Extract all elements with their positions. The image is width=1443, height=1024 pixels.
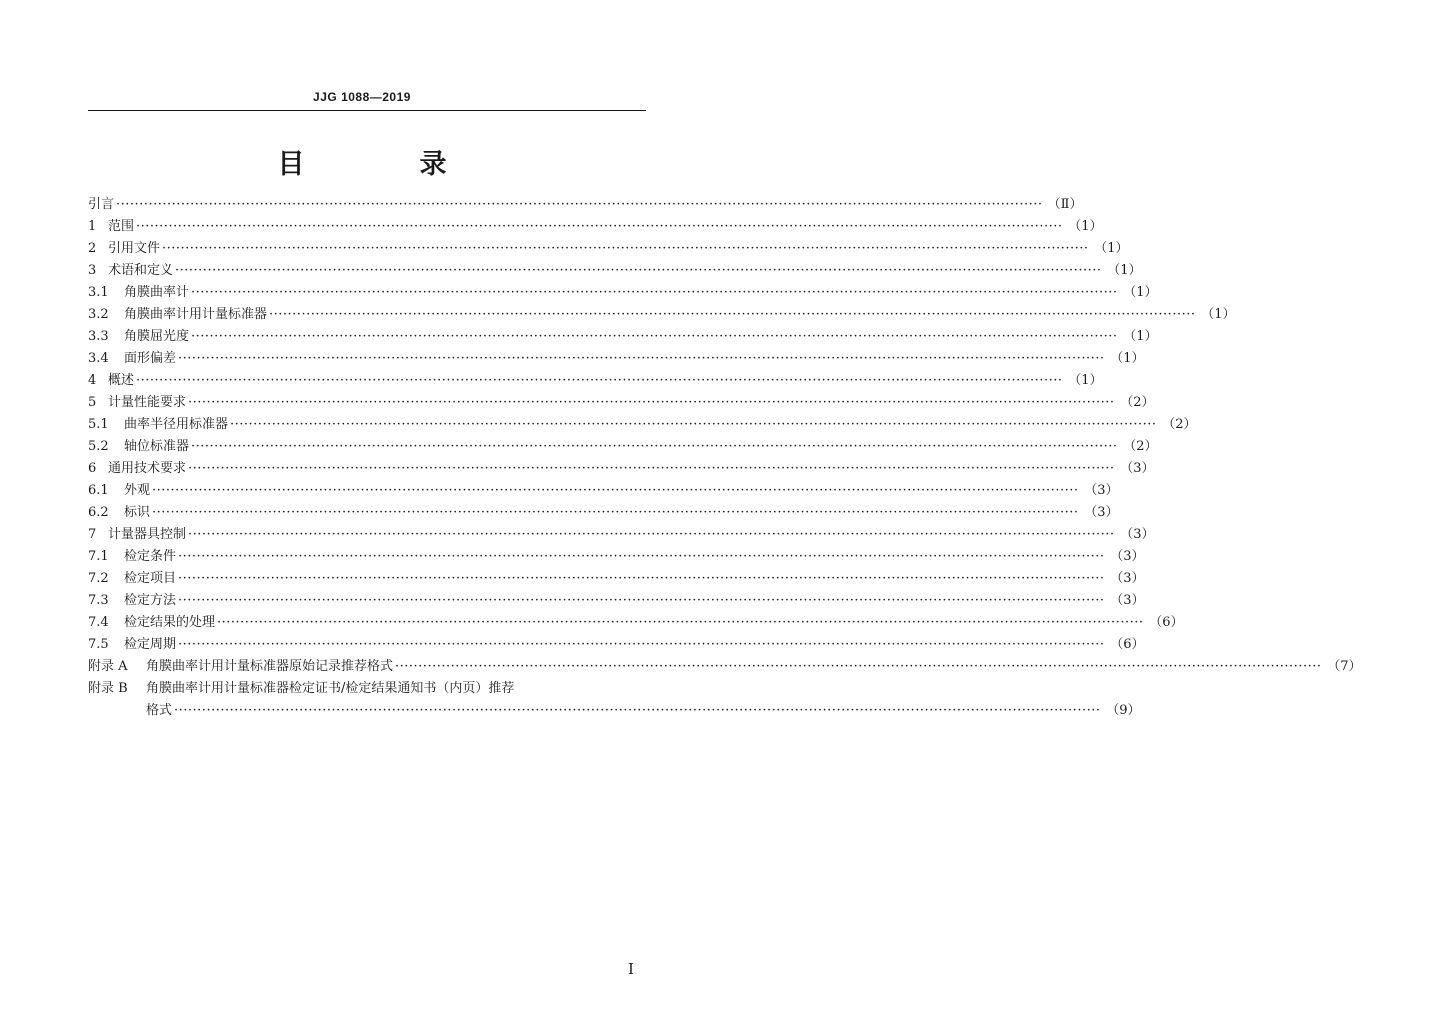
toc-title: 目 录 (277, 149, 491, 180)
toc-entry-title: 检定项目 (124, 571, 177, 586)
toc-entry-title: 检定周期 (124, 637, 177, 652)
dot-leader: ········································································································································································································ (269, 307, 1196, 322)
toc-entry[interactable] (88, 700, 1141, 722)
toc-entry-title: 角膜曲率计用计量标准器原始记录推荐格式 (146, 659, 394, 674)
toc-entry-number: 7 (88, 527, 97, 542)
toc-entry[interactable] (88, 260, 1142, 282)
dot-leader: ········································································································································································································ (188, 461, 1115, 476)
toc-entry-number: 7.2 (88, 571, 109, 586)
dot-leader: ········································································································································································································ (178, 571, 1105, 586)
toc-entry-number: 1 (88, 219, 97, 234)
dot-leader: ········································································································································································································ (230, 417, 1157, 432)
toc-entry-title: 角膜曲率计 (124, 285, 190, 300)
toc-entry[interactable] (88, 590, 1145, 612)
toc-entry-title: 轴位标准器 (124, 439, 190, 454)
toc-entry[interactable] (88, 282, 1158, 304)
toc-entry-page: （Ⅱ） (1047, 197, 1083, 212)
toc-entry-page: （1） (1068, 373, 1103, 388)
toc-entry-page: （9） (1106, 703, 1141, 718)
toc-entry-page: （3） (1120, 527, 1155, 542)
dot-leader: ········································································································································································································ (152, 483, 1079, 498)
toc-entry-number: 5 (88, 395, 97, 410)
toc-entry[interactable] (88, 326, 1158, 348)
toc-entry[interactable] (88, 370, 1103, 392)
toc-entry-title: 术语和定义 (108, 263, 174, 278)
dot-leader: ········································································································································································································ (395, 659, 1322, 674)
dot-leader: ········································································································································································································ (178, 593, 1105, 608)
toc-entry-page: （7） (1327, 659, 1362, 674)
toc-entry-number: 4 (88, 373, 97, 388)
toc-entry[interactable] (88, 678, 646, 700)
toc-entry-number: 6.1 (88, 483, 109, 498)
toc-entry-number: 7.1 (88, 549, 109, 564)
dot-leader: ········································································································································································································ (162, 241, 1089, 256)
toc-entry-number: 附录 B (88, 681, 128, 696)
toc-entry-number: 3.3 (88, 329, 109, 344)
toc-entry-page: （3） (1120, 461, 1155, 476)
toc-entry-title: 引言 (88, 197, 115, 212)
dot-leader: ········································································································································································································ (178, 637, 1105, 652)
toc-entry-title: 概述 (108, 373, 135, 388)
toc-entry[interactable] (88, 194, 1083, 216)
toc-entry-page: （6） (1110, 637, 1145, 652)
toc-entry-number: 2 (88, 241, 97, 256)
toc-entry-page: （1） (1123, 329, 1158, 344)
toc-entry[interactable] (88, 392, 1155, 414)
toc-entry-title: 计量性能要求 (108, 395, 187, 410)
toc-entry-number: 7.3 (88, 593, 109, 608)
toc-entry-title: 计量器具控制 (108, 527, 187, 542)
toc-entry-title: 引用文件 (108, 241, 161, 256)
toc-entry-title: 角膜屈光度 (124, 329, 190, 344)
toc-entry-number: 6.2 (88, 505, 109, 520)
toc-entry-page: （1） (1107, 263, 1142, 278)
toc-entry-number: 附录 A (88, 659, 128, 674)
dot-leader: ········································································································································································································ (191, 285, 1118, 300)
toc-entry[interactable] (88, 216, 1103, 238)
toc-entry[interactable] (88, 348, 1145, 370)
toc-entry[interactable] (88, 436, 1158, 458)
dot-leader: ········································································································································································································ (175, 263, 1102, 278)
toc-entry-title: 角膜曲率计用计量标准器 (124, 307, 268, 322)
toc-entry-number: 3 (88, 263, 97, 278)
dot-leader: ········································································································································································································ (178, 549, 1105, 564)
toc-entry-title: 通用技术要求 (108, 461, 187, 476)
dot-leader: ········································································································································································································ (188, 527, 1115, 542)
toc-entry-number: 5.2 (88, 439, 109, 454)
toc-entry-title: 标识 (124, 505, 151, 520)
toc-entry-page: （1） (1123, 285, 1158, 300)
toc-entry-page: （3） (1084, 483, 1119, 498)
toc-entry-page: （6） (1149, 615, 1184, 630)
toc-entry-title: 外观 (124, 483, 151, 498)
toc-entry[interactable] (88, 238, 1129, 260)
toc-entry[interactable] (88, 656, 1362, 678)
dot-leader: ········································································································································································································ (191, 329, 1118, 344)
toc-entry-page: （2） (1120, 395, 1155, 410)
toc-entry-number: 5.1 (88, 417, 109, 432)
toc-entry[interactable] (88, 304, 1236, 326)
dot-leader: ········································································································································································································ (136, 373, 1063, 388)
dot-leader: ········································································································································································································ (217, 615, 1144, 630)
dot-leader: ········································································································································································································ (174, 703, 1101, 718)
toc-entry[interactable] (88, 502, 1119, 524)
toc-entry-title: 角膜曲率计用计量标准器检定证书/检定结果通知书（内页）推荐 (146, 681, 515, 696)
toc-entry-page: （2） (1123, 439, 1158, 454)
toc-entry-title: 范围 (108, 219, 135, 234)
toc-entry-title: 曲率半径用标准器 (124, 417, 229, 432)
dot-leader: ········································································································································································································ (188, 395, 1115, 410)
toc-entry-title: 格式 (146, 703, 173, 718)
toc-entry-number: 3.4 (88, 351, 109, 366)
toc-entry-page: （1） (1201, 307, 1236, 322)
table-of-contents (88, 194, 1362, 722)
toc-entry-page: （1） (1094, 241, 1129, 256)
document-code-header: JJG 1088—2019 (313, 90, 411, 104)
toc-entry-number: 3.2 (88, 307, 109, 322)
toc-entry-page: （2） (1162, 417, 1197, 432)
toc-entry-number: 3.1 (88, 285, 109, 300)
toc-entry[interactable] (88, 524, 1155, 546)
toc-entry-page: （1） (1068, 219, 1103, 234)
toc-entry-title: 检定方法 (124, 593, 177, 608)
toc-entry-page: （3） (1110, 571, 1145, 586)
toc-entry-page: （3） (1110, 549, 1145, 564)
toc-entry-title: 检定结果的处理 (124, 615, 216, 630)
toc-entry-page: （1） (1110, 351, 1145, 366)
dot-leader: ········································································································································································································ (191, 439, 1118, 454)
dot-leader: ········································································································································································································ (152, 505, 1079, 520)
dot-leader: ········································································································································································································ (178, 351, 1105, 366)
page-number: I (628, 960, 634, 978)
toc-entry-page: （3） (1084, 505, 1119, 520)
header-divider (88, 110, 646, 111)
dot-leader: ········································································································································································································ (116, 197, 1043, 212)
toc-entry[interactable] (88, 568, 1145, 590)
toc-entry[interactable] (88, 458, 1155, 480)
toc-entry-number: 6 (88, 461, 97, 476)
dot-leader: ········································································································································································································ (136, 219, 1063, 234)
toc-entry[interactable] (88, 414, 1197, 436)
toc-entry[interactable] (88, 480, 1119, 502)
toc-entry[interactable] (88, 546, 1145, 568)
toc-entry[interactable] (88, 634, 1145, 656)
toc-entry-number: 7.5 (88, 637, 109, 652)
toc-entry-page: （3） (1110, 593, 1145, 608)
toc-entry-title: 面形偏差 (124, 351, 177, 366)
toc-entry[interactable] (88, 612, 1184, 634)
toc-entry-title: 检定条件 (124, 549, 177, 564)
toc-entry-number: 7.4 (88, 615, 109, 630)
